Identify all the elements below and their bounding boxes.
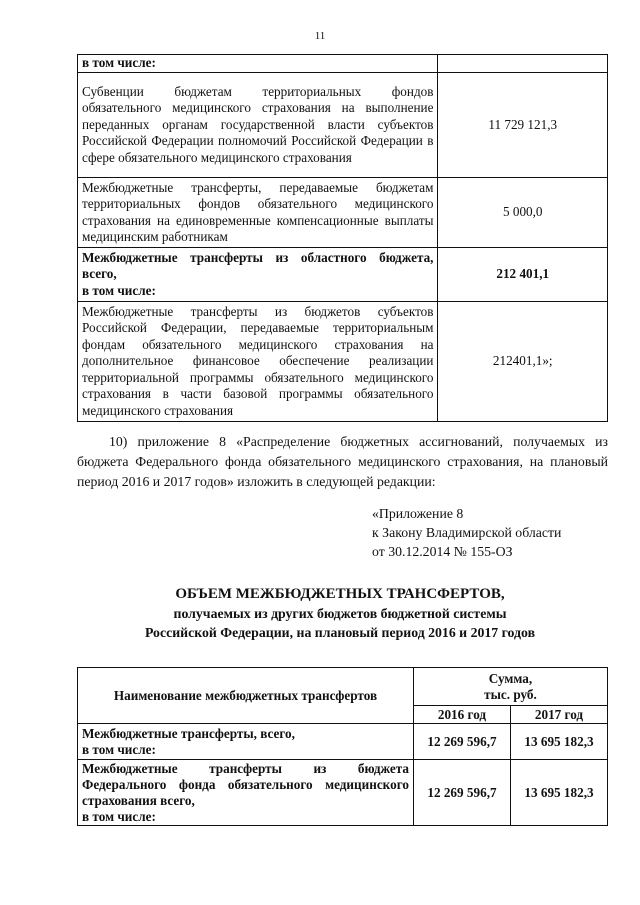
- column-header-sum: [413, 668, 607, 706]
- value-2016: 12 269 596,7: [413, 760, 510, 826]
- table-row: [78, 178, 608, 248]
- amendment-paragraph: 10) приложение 8 «Распределение бюджетных ассигнований, получаемых из бюджета Федерального фонда обязательного медицинского страхования, на плановый период 2016 и 2017 годов» изложить в следующей редакции:: [77, 434, 608, 489]
- header-row: [78, 668, 608, 706]
- row-label-line: Межбюджетные трансферты из бюджета Федерального фонда обязательного медицинского страхования всего,: [82, 760, 409, 808]
- row-label: Субвенции бюджетам территориальных фондов обязательного медицинского страхования на выполнение переданных органам государственной власти субъектов Российской Федерации полномочий Российской Федерации в сфере обязательного медицинского страхования: [78, 73, 438, 178]
- document-title: ОБЪЕМ МЕЖБЮДЖЕТНЫХ ТРАНСФЕРТОВ,: [175, 586, 505, 602]
- row-value: [438, 55, 608, 73]
- row-value: 5 000,0: [438, 178, 608, 248]
- page-number: 11: [314, 30, 326, 42]
- table-row: [78, 760, 608, 826]
- table-row: [78, 724, 608, 760]
- row-label: Межбюджетные трансферты, передаваемые бюджетам территориальных фондов обязательного медицинского страхования на единовременные компенсационные выплаты медицинским работникам: [78, 178, 438, 248]
- table-row: [78, 302, 608, 422]
- transfers-table: [77, 667, 608, 826]
- row-label: в том числе:: [78, 55, 438, 73]
- attachment-reference: [372, 504, 622, 561]
- row-value: 212401,1»;: [438, 302, 608, 422]
- row-label-subline: в том числе:: [82, 282, 156, 298]
- row-label-subline: в том числе:: [82, 741, 156, 757]
- table-row: [78, 73, 608, 178]
- row-label: Межбюджетные трансферты из бюджетов субъектов Российской Федерации, передаваемые территориальным фондам обязательного медицинского страхования на дополнительное финансовое обеспечение реализации территориальной программы обязательного медицинского страхования в части базовой программы обязательного медицинского страхования: [78, 302, 438, 422]
- column-header-name: Наименование межбюджетных трансфертов: [78, 668, 414, 724]
- document-subtitle: Российской Федерации, на плановый период 2016 и 2017 годов: [144, 625, 536, 640]
- row-label-line: Межбюджетные трансферты, всего,: [82, 725, 295, 741]
- column-header-sum-line: тыс. руб.: [484, 686, 537, 702]
- column-header-year: 2016 год: [413, 706, 510, 724]
- value-2017: 13 695 182,3: [510, 724, 607, 760]
- attachment-line: от 30.12.2014 № 155-ОЗ: [372, 544, 513, 559]
- value-2016: 12 269 596,7: [413, 724, 510, 760]
- attachment-line: «Приложение 8: [372, 506, 464, 521]
- attachment-line: к Закону Владимирской области: [372, 525, 562, 540]
- table-row: [78, 55, 608, 73]
- column-header-year: 2017 год: [510, 706, 607, 724]
- document-subtitle: получаемых из других бюджетов бюджетной системы: [173, 606, 507, 621]
- row-label: [78, 724, 414, 760]
- row-label-line: Межбюджетные трансферты из областного бюджета, всего,: [82, 249, 434, 282]
- row-label: [78, 760, 414, 826]
- column-header-sum-line: Сумма,: [488, 670, 533, 686]
- table-row: [78, 248, 608, 302]
- value-2017: 13 695 182,3: [510, 760, 607, 826]
- row-value: 212 401,1: [438, 248, 608, 302]
- row-value: 11 729 121,3: [438, 73, 608, 178]
- transfers-table-continued: [77, 54, 608, 422]
- row-label-subline: в том числе:: [82, 808, 156, 824]
- row-label: [78, 248, 438, 302]
